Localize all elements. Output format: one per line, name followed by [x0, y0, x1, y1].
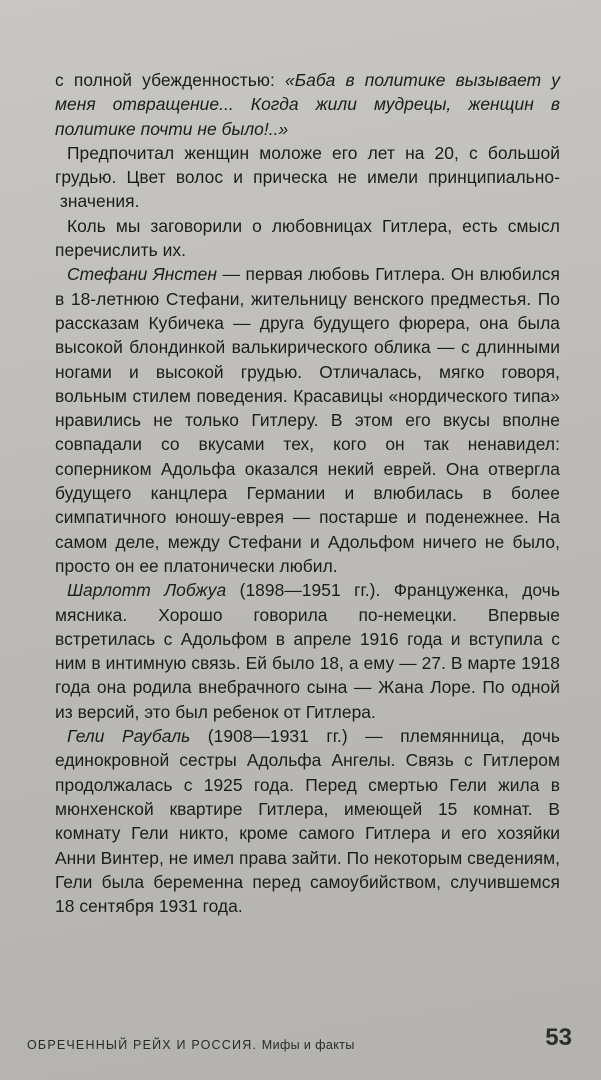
running-title — [27, 1038, 355, 1052]
paragraph-text: — первая любовь Гитлера. Он влюбился в 18-летнюю Стефани, жительницу венского предместья. По рассказам Кубичека — друга будущего фюрера, она была высокой блондинкой валькирического облика — с длинными ногами и высокой грудью. Отличалась, мягко говоря, вольным стилем поведения. Красавицы «нордического типа» нравились не только Гитлеру. В этом его вкусы вполне совпадали со вкусами тех, кого он так ненавидел: соперником Адольфа оказался некий еврей. Она отвергла будущего канцлера Германии и влюбилась в более симпатичного юношу-еврея — постарше и поденежнее. На самом деле, между Стефани и Адольфом ничего не было, просто он ее платонически любил. — [55, 264, 560, 576]
paragraph-quote — [55, 68, 560, 141]
hitler-quote: «Баба в политике вызывает у меня отвращение... Когда жили мудрецы, женщин в политике почти не было!..» — [55, 70, 560, 139]
person-name: Стефани Янстен — [67, 264, 217, 285]
book-title: ОБРЕЧЕННЫЙ РЕЙХ И РОССИЯ. — [27, 1038, 258, 1052]
paragraph-text: (1908—1931 гг.) — племянница, дочь единокровной сестры Адольфа Ангелы. Связь с Гитлером продолжалась с 1925 года. Перед смертью Гели жила в мюнхенской квартире Гитлера, имеющей 15 комнат. В комнату Гели никто, кроме самого Гитлера и его хозяйки Анни Винтер, не имел права зайти. По некоторым сведениям, Гели была беременна перед самоубийством, случившемся 18 сентября 1931 года. — [55, 726, 560, 917]
paragraph-text: Коль мы заговорили о любовницах Гитлера, есть смысл перечислить их. — [55, 215, 560, 261]
paragraph-lead-text: с полной убежденностью: — [55, 70, 286, 90]
paragraph-text: Предпочитал женщин моложе его лет на 20, с большой грудью. Цвет волос и прическа не имели принципиально- значения. — [55, 142, 560, 212]
page-number: 53 — [545, 1024, 572, 1051]
person-name: Гели Раубаль — [67, 726, 191, 747]
paragraph-geli — [55, 724, 560, 918]
paragraph-stefanie — [55, 262, 560, 578]
book-subtitle: Мифы и факты — [261, 1038, 355, 1052]
paragraph-preferences — [55, 141, 560, 214]
page-footer — [27, 1024, 572, 1068]
person-name: Шарлотт Лобжуа — [67, 580, 227, 601]
paragraph-charlotte — [55, 578, 560, 724]
paragraph-text: (1898—1951 гг.). Француженка, дочь мясника. Хорошо говорила по-немецки. Впервые встретилась с Адольфом в апреле 1916 года и вступила с ним в интимную связь. Ей было 18, а ему — 27. В марте 1918 года она родила внебрачного сына — Жана Лоре. По одной из версий, это был ребенок от Гитлера. — [55, 580, 560, 722]
paragraph-intro-list — [55, 214, 560, 263]
body-text — [55, 68, 560, 918]
